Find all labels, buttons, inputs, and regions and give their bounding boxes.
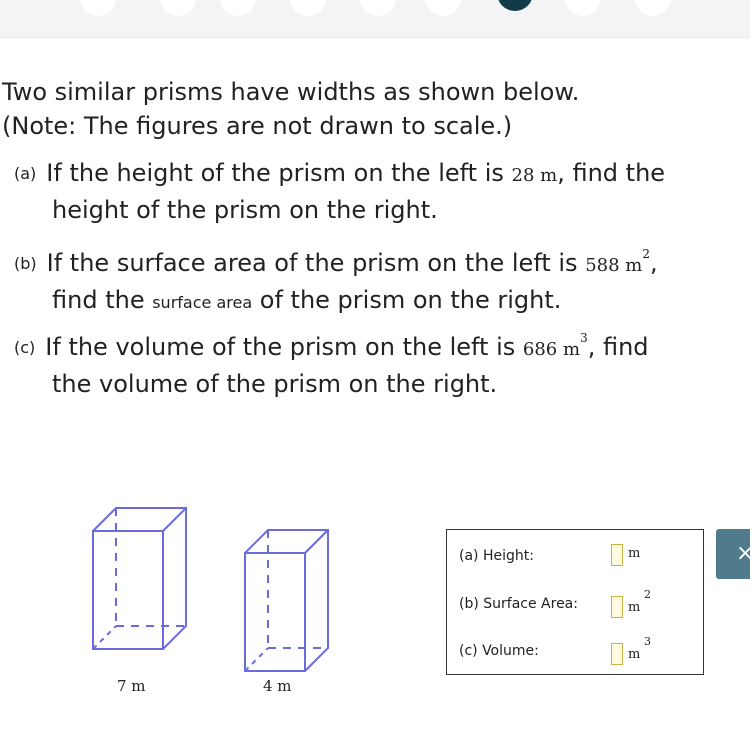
volume-unit: m	[628, 647, 641, 662]
progress-step-current[interactable]	[497, 0, 533, 11]
part-a-line2: height of the prism on the right.	[52, 196, 438, 224]
part-b-exp: 2	[642, 247, 650, 261]
part-b-line2-small: surface area	[152, 293, 253, 312]
intro-line-1: Two similar prisms have widths as shown below.	[2, 78, 580, 106]
part-a	[14, 156, 744, 227]
part-b-text: If the surface area of the prism on the left is	[46, 249, 578, 277]
height-input[interactable]	[611, 544, 623, 566]
right-prism-edge	[305, 530, 328, 553]
progress-step[interactable]	[360, 0, 396, 16]
right-width-label: 4 m	[263, 677, 292, 695]
progress-step[interactable]	[290, 0, 326, 16]
left-prism	[93, 508, 186, 649]
right-prism-hidden-diagonal	[245, 648, 268, 671]
part-c-exp: 3	[580, 331, 588, 345]
progress-step[interactable]	[220, 0, 256, 16]
surface-area-input[interactable]	[611, 596, 623, 618]
left-prism-edge	[163, 508, 186, 531]
part-b-line2	[14, 283, 744, 320]
intro-line-2: (Note: The figures are not drawn to scale.)	[2, 112, 513, 140]
part-b-line2-pre: find the	[52, 286, 145, 314]
part-c-post: , find	[587, 333, 649, 361]
progress-step[interactable]	[565, 0, 601, 16]
left-prism-front	[93, 531, 163, 649]
part-c-line2: the volume of the prism on the right.	[52, 370, 498, 398]
problem-intro	[2, 75, 579, 143]
part-b-post: ,	[650, 249, 658, 277]
part-c-text: If the volume of the prism on the left is	[45, 333, 516, 361]
left-prism-back	[93, 508, 186, 649]
progress-step[interactable]	[425, 0, 461, 16]
part-b-value: 588 m	[585, 255, 643, 276]
close-icon: ×	[736, 541, 754, 566]
surface-area-label: (b) Surface Area:	[459, 596, 578, 612]
progress-step[interactable]	[80, 0, 116, 16]
prism-figure	[80, 500, 350, 700]
height-label: (a) Height:	[459, 548, 534, 564]
part-c-tag: (c)	[14, 338, 36, 357]
part-c-value: 686 m	[522, 339, 581, 360]
prisms-drawing	[80, 500, 350, 700]
progress-step[interactable]	[635, 0, 671, 16]
part-a-value: 28 m	[511, 165, 558, 186]
right-prism-front	[245, 553, 305, 671]
right-prism	[245, 530, 328, 671]
left-width-label: 7 m	[117, 677, 146, 695]
part-b-line2-post: of the prism on the right.	[259, 286, 562, 314]
answer-panel	[446, 529, 704, 675]
volume-exp: 3	[644, 635, 651, 648]
part-b-tag: (b)	[14, 254, 37, 273]
left-prism-hidden-diagonal	[93, 626, 116, 649]
part-b	[14, 241, 744, 320]
surface-area-unit: m	[628, 600, 641, 615]
right-prism-back	[245, 530, 328, 671]
close-button[interactable]	[716, 529, 754, 579]
progress-bar	[0, 0, 750, 38]
part-a-tag: (a)	[14, 164, 37, 183]
part-a-text: If the height of the prism on the left is	[46, 159, 504, 187]
surface-area-exp: 2	[644, 588, 651, 601]
part-a-post: , find the	[557, 159, 666, 187]
volume-input[interactable]	[611, 643, 623, 665]
part-c	[14, 325, 744, 401]
height-unit: m	[628, 546, 641, 561]
volume-label: (c) Volume:	[459, 643, 539, 659]
progress-step[interactable]	[160, 0, 196, 16]
